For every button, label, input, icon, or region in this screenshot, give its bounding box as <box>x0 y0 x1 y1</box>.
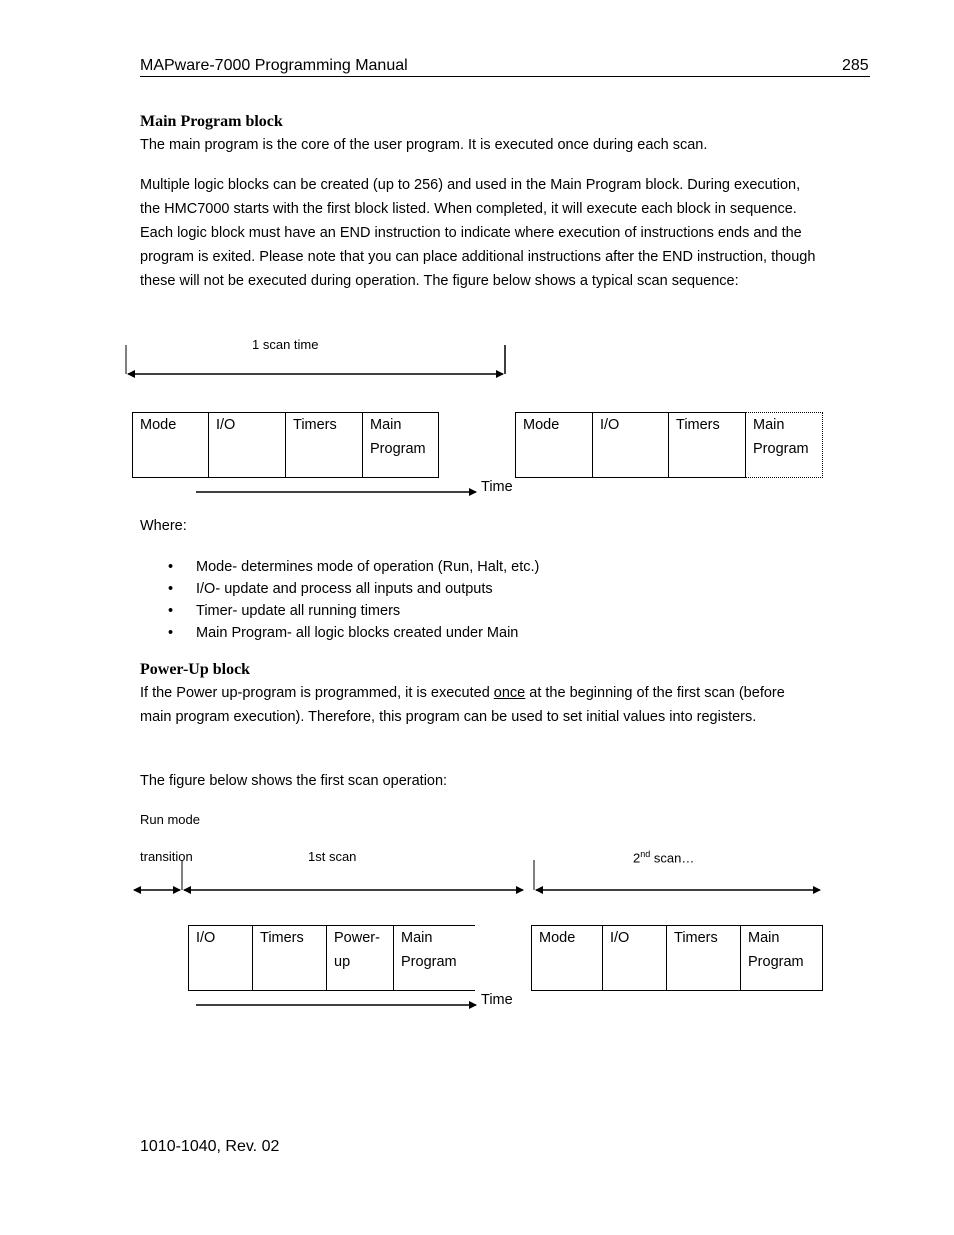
list-item: • Mode- determines mode of operation (Run, Halt, etc.) <box>140 556 539 578</box>
document-revision: 1010-1040, Rev. 02 <box>140 1138 280 1155</box>
section-heading-power-up: Power-Up block <box>140 661 251 678</box>
first-scan-block-power-up: Power-up <box>326 925 394 991</box>
transition-label: transition <box>140 849 193 864</box>
list-item: • Main Program- all logic blocks created under Main <box>140 622 539 644</box>
second-scan-block-io: I/O <box>602 925 667 991</box>
emphasis-once: once <box>493 685 526 701</box>
section-heading-main-program: Main Program block <box>140 113 283 130</box>
scan-block-io: I/O <box>208 412 286 478</box>
scan-block-mode: Mode <box>132 412 209 478</box>
list-item: • Timer- update all running timers <box>140 600 539 622</box>
second-scan-block-main-program: Main Program <box>740 925 823 991</box>
paragraph-main-program-intro: The main program is the core of the user program. It is executed once during each scan. <box>140 137 708 153</box>
list-item: • I/O- update and process all inputs and outputs <box>140 578 539 600</box>
where-label: Where: <box>140 518 187 534</box>
first-scan-block-timers: Timers <box>252 925 327 991</box>
time-axis-label-2: Time <box>481 992 513 1008</box>
paragraph-logic-blocks: Multiple logic blocks can be created (up to 256) and used in the Main Program block. During execution, the HMC7000 starts with the first block listed. When completed, it will execute each block in sequence. Each logic block must have an END instruction to indicate where execution of instructions ends and the program is exited. Please note that you can place additional instructions after the END instruction, though these will not be executed during operation. The figure below shows a typical scan sequence: <box>140 177 816 289</box>
second-scan-block-timers: Timers <box>666 925 741 991</box>
scan-block-timers: Timers <box>285 412 363 478</box>
document-title: MAPware-7000 Programming Manual <box>140 57 408 74</box>
next-scan-block-timers: Timers <box>668 412 746 478</box>
next-scan-block-io: I/O <box>592 412 669 478</box>
first-scan-block-main-program: Main Program <box>393 925 475 991</box>
second-scan-block-mode: Mode <box>531 925 603 991</box>
run-mode-label: Run mode <box>140 812 200 827</box>
page-number: 285 <box>842 57 869 74</box>
paragraph-power-up: If the Power up-program is programmed, it is executed once at the beginning of the first scan (before main program execution). Therefore, this program can be used to set initial values into registers. <box>140 685 785 725</box>
next-scan-block-main-program: Main Program <box>745 412 823 478</box>
paragraph-first-scan: The figure below shows the first scan operation: <box>140 773 448 789</box>
time-axis-label: Time <box>481 479 513 495</box>
scan-time-label: 1 scan time <box>252 337 319 352</box>
first-scan-block-io: I/O <box>188 925 253 991</box>
first-scan-label: 1st scan <box>308 849 357 864</box>
second-scan-label: 2nd scan… <box>633 849 695 866</box>
next-scan-block-mode: Mode <box>515 412 593 478</box>
scan-block-main-program: Main Program <box>362 412 439 478</box>
